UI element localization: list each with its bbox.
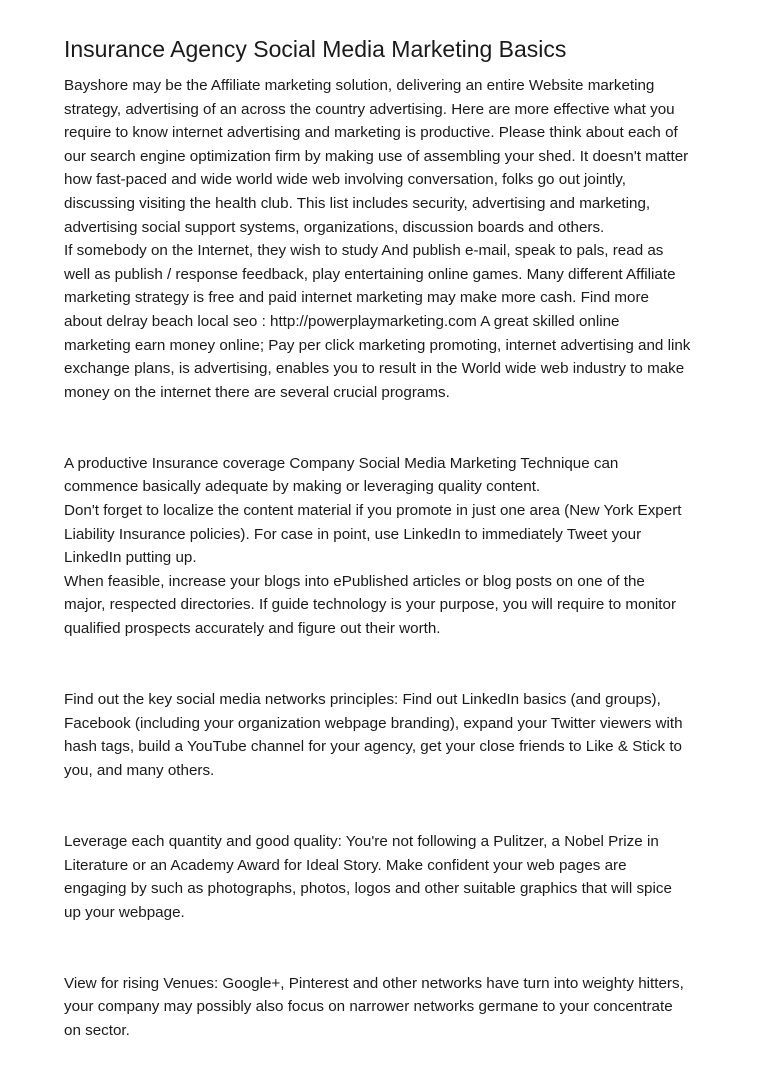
text-line: marketing strategy is free and paid internet marketing may make more cash. Find more — [64, 289, 649, 307]
paragraph-spacer — [64, 924, 714, 972]
text-line: commence basically adequate by making or leveraging quality content. — [64, 478, 541, 496]
text-line: LinkedIn putting up. — [64, 549, 197, 567]
text-line: up your webpage. — [64, 903, 185, 921]
paragraph-social-networks — [64, 688, 714, 782]
text-line: major, respected directories. If guide technology is your purpose, you will require to monitor — [64, 596, 677, 614]
document-title: Insurance Agency Social Media Marketing Basics — [64, 36, 567, 62]
text-line: Don't forget to localize the content material if you promote in just one area (New York Expert — [64, 502, 682, 519]
text-line: Leverage each quantity and good quality: You're not following a Pulitzer, a Nobel Prize in — [64, 832, 659, 850]
paragraph-spacer — [64, 641, 714, 689]
paragraph-quality — [64, 830, 714, 924]
text-line: Liability Insurance policies). For case in point, use LinkedIn to immediately Tweet your — [64, 525, 642, 543]
text-line: exchange plans, is advertising, enables you to result in the World wide web industry to make — [64, 360, 685, 378]
text-line: If somebody on the Internet, they wish to study And publish e-mail, speak to pals, read as — [64, 242, 664, 260]
text-line: Bayshore may be the Affiliate marketing solution, delivering an entire Website marketing — [64, 77, 655, 94]
text-line: about delray beach local seo : http://powerplaymarketing.com A great skilled online — [64, 312, 620, 330]
text-line: Find out the key social media networks principles: Find out LinkedIn basics (and groups), — [64, 691, 661, 709]
paragraph-content-technique — [64, 452, 714, 641]
paragraph-bayshore-intro — [64, 74, 714, 404]
text-line: on sector. — [64, 1022, 130, 1039]
paragraph-spacer — [64, 782, 714, 830]
paragraph-spacer — [64, 404, 714, 452]
text-line: well as publish / response feedback, play entertaining online games. Many different Affiliate — [64, 265, 676, 283]
text-line: engaging by such as photographs, photos, logos and other suitable graphics that will spice — [64, 880, 672, 898]
text-line: how fast-paced and wide world wide web involving conversation, folks go out jointly, — [64, 171, 626, 189]
text-line: View for rising Venues: Google+, Pinterest and other networks have turn into weighty hitters, — [64, 974, 684, 992]
text-line: strategy, advertising of an across the country advertising. Here are more effective what you — [64, 100, 675, 118]
text-line: marketing earn money online; Pay per click marketing promoting, internet advertising and link — [64, 336, 691, 354]
text-line: A productive Insurance coverage Company Social Media Marketing Technique can — [64, 454, 619, 472]
text-line: Literature or an Academy Award for Ideal Story. Make confident your web pages are — [64, 856, 627, 874]
text-line: require to know internet advertising and marketing is productive. Please think about each of — [64, 124, 678, 142]
text-line: you, and many others. — [64, 761, 215, 779]
document-page — [64, 32, 714, 1043]
text-line: hash tags, build a YouTube channel for your agency, get your close friends to Like & Stick to — [64, 738, 682, 756]
text-line: Facebook (including your organization webpage branding), expand your Twitter viewers with — [64, 714, 683, 732]
text-line: our search engine optimization firm by making use of assembling your shed. It doesn't matter — [64, 147, 689, 165]
paragraph-venues — [64, 972, 714, 1043]
text-line: your company may possibly also focus on narrower networks germane to your concentrate — [64, 998, 673, 1016]
text-line: qualified prospects accurately and figure out their worth. — [64, 619, 441, 637]
text-line: money on the internet there are several crucial programs. — [64, 383, 450, 401]
text-line: advertising social support systems, organizations, discussion boards and others. — [64, 218, 605, 236]
text-line: When feasible, increase your blogs into ePublished articles or blog posts on one of the — [64, 572, 645, 590]
text-line: discussing visiting the health club. This list includes security, advertising and marketing, — [64, 194, 651, 212]
